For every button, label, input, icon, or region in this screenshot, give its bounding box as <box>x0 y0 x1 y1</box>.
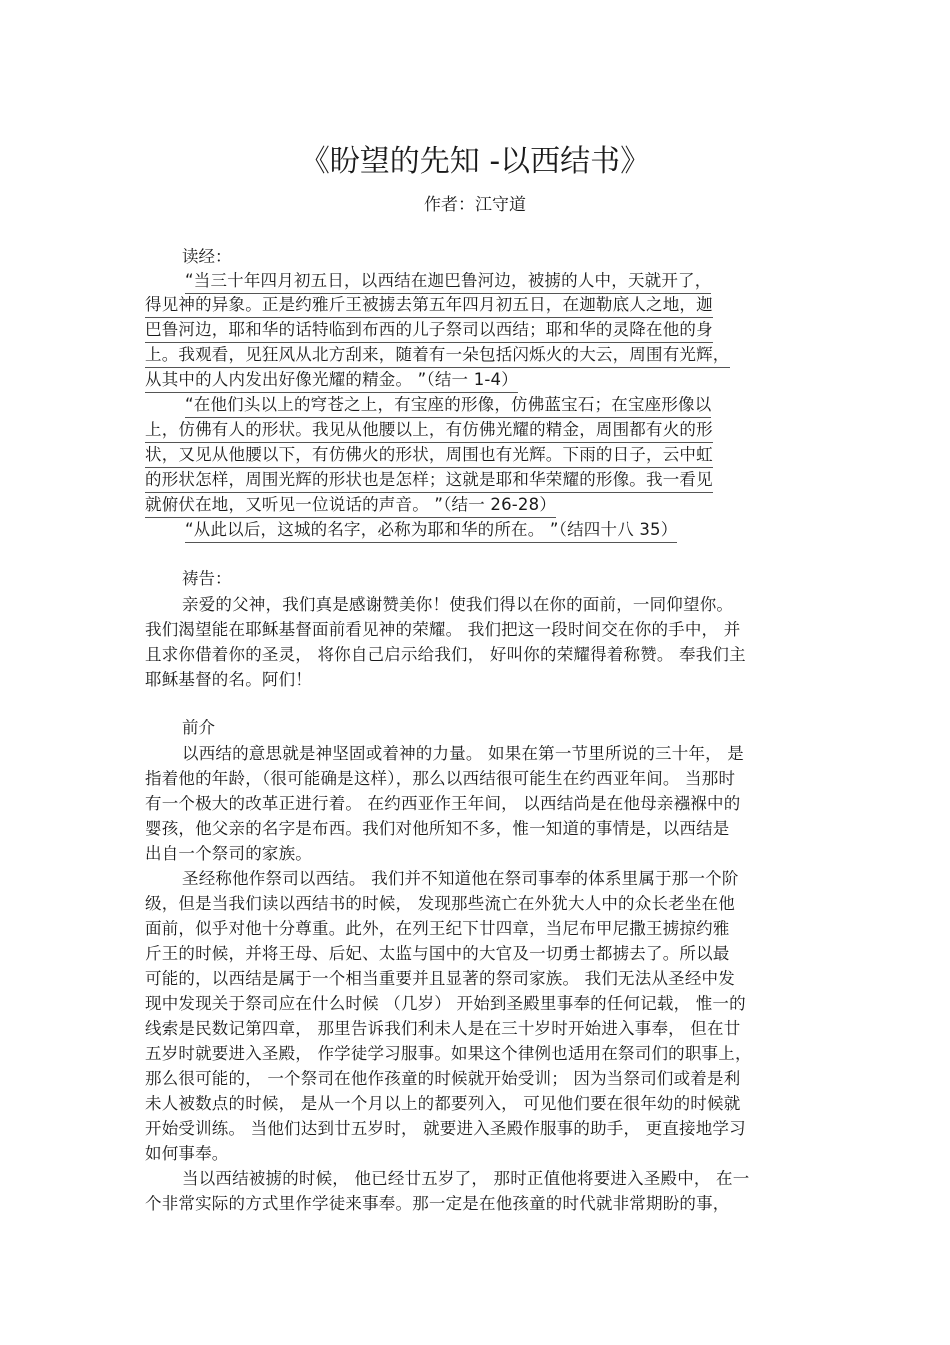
intro-line: 那么很可能的， 一个祭司在他作孩童的时候就开始受训； 因为当祭司们或着是利 <box>145 1069 741 1088</box>
reading-line: 的形状怎样，周围光辉的形状也是怎样；这就是耶和华荣耀的形像。我一看见 <box>145 468 713 493</box>
prayer-line: 我们渴望能在耶稣基督面前看见神的荣耀。 我们把这一段时间交在你的手中， 并 <box>145 620 741 639</box>
intro-line: 线索是民数记第四章， 那里告诉我们利未人是在三十岁时开始进入事奉， 但在廿 <box>145 1019 741 1038</box>
prayer-heading: 祷告： <box>182 569 232 588</box>
intro-line: 以西结的意思就是神坚固或着神的力量。 如果在第一节里所说的三十年， 是 <box>182 744 744 763</box>
author-line: 作者：江守道 <box>424 195 526 215</box>
reading-line: 巴鲁河边，耶和华的话特临到布西的儿子祭司以西结；耶和华的灵降在他的身 <box>145 318 713 343</box>
reading-line: “从此以后，这城的名字，必称为耶和华的所在。 ”（结四十八 35） <box>185 518 677 543</box>
reading-line: 得见神的异象。正是约雅斤王被掳去第五年四月初五日，在迦勒底人之地，迦 <box>145 293 713 318</box>
reading-line: 上，仿佛有人的形状。我见从他腰以上，有仿佛光耀的精金，周围都有火的形 <box>145 418 713 443</box>
intro-line: 级，但是当我们读以西结书的时候， 发现那些流亡在外犹大人中的众长老坐在他 <box>145 894 735 913</box>
intro-line: 个非常实际的方式里作学徒来事奉。那一定是在他孩童的时代就非常期盼的事， <box>145 1194 730 1213</box>
reading-line: 上。我观看，见狂风从北方刮来，随着有一朵包括闪烁火的大云，周围有光辉， <box>145 343 730 368</box>
intro-line: 婴孩，他父亲的名字是布西。我们对他所知不多，惟一知道的事情是，以西结是 <box>145 819 730 838</box>
intro-line: 有一个极大的改革正进行着。 在约西亚作王年间， 以西结尚是在他母亲襁褓中的 <box>145 794 741 813</box>
intro-line: 斤王的时候，并将王母、后妃、太监与国中的大官及一切勇士都掳去了。所以最 <box>145 944 730 963</box>
intro-line: 可能的，以西结是属于一个相当重要并且显著的祭司家族。 我们无法从圣经中发 <box>145 969 735 988</box>
reading-line: “当三十年四月初五日，以西结在迦巴鲁河边，被掳的人中，天就开了， <box>185 269 711 294</box>
intro-heading: 前介 <box>182 718 215 737</box>
reading-line: “在他们头以上的穹苍之上，有宝座的形像，仿佛蓝宝石；在宝座形像以 <box>185 393 711 418</box>
intro-line: 面前，似乎对他十分尊重。此外，在列王纪下廿四章，当尼布甲尼撒王掳掠约雅 <box>145 919 730 938</box>
reading-heading: 读经： <box>182 247 232 266</box>
intro-line: 如何事奉。 <box>145 1144 229 1163</box>
reading-line: 从其中的人内发出好像光耀的精金。 ”（结一 1-4） <box>145 368 518 393</box>
prayer-line: 亲爱的父神，我们真是感谢赞美你！使我们得以在你的面前，一同仰望你。 <box>182 595 734 614</box>
intro-line: 当以西结被掳的时候， 他已经廿五岁了， 那时正值他将要进入圣殿中， 在一 <box>182 1169 750 1188</box>
reading-line: 状，又见从他腰以下，有仿佛火的形状，周围也有光辉。下雨的日子，云中虹 <box>145 443 713 468</box>
intro-line: 出自一个祭司的家族。 <box>145 844 312 863</box>
intro-line: 指着他的年龄，（很可能确是这样），那么以西结很可能生在约西亚年间。 当那时 <box>145 769 736 788</box>
intro-line: 圣经称他作祭司以西结。 我们并不知道他在祭司事奉的体系里属于那一个阶 <box>182 869 739 888</box>
prayer-line: 耶稣基督的名。阿们！ <box>145 670 312 689</box>
document-title: 《盼望的先知 -以西结书》 <box>299 144 651 179</box>
intro-line: 现中发现关于祭司应在什么时候 （几岁） 开始到圣殿里事奉的任何记载， 惟一的 <box>145 994 746 1013</box>
intro-line: 五岁时就要进入圣殿， 作学徒学习服事。如果这个律例也适用在祭司们的职事上， <box>145 1044 752 1063</box>
intro-line: 开始受训练。 当他们达到廿五岁时， 就要进入圣殿作服事的助手， 更直接地学习 <box>145 1119 746 1138</box>
prayer-line: 且求你借着你的圣灵， 将你自己启示给我们， 好叫你的荣耀得着称赞。 奉我们主 <box>145 645 746 664</box>
reading-line: 就俯伏在地，又听见一位说话的声音。 ”（结一 26-28） <box>145 493 556 518</box>
intro-line: 未人被数点的时候， 是从一个月以上的都要列入， 可见他们要在很年幼的时候就 <box>145 1094 741 1113</box>
